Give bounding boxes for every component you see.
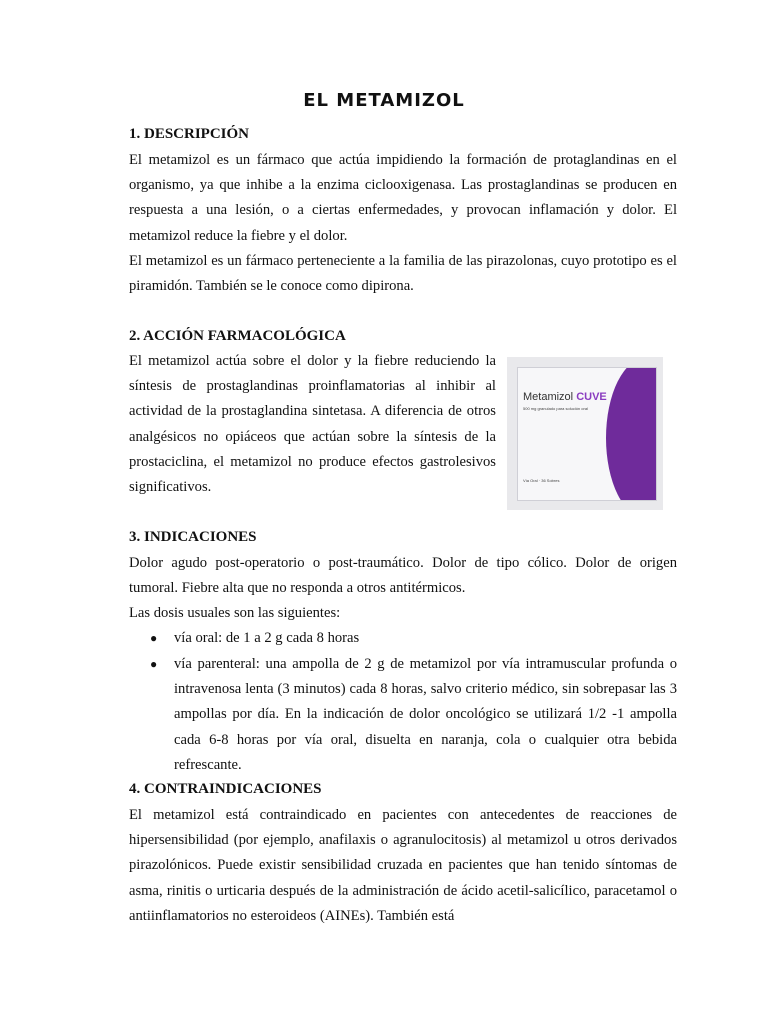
- list-item-text: vía parenteral: una ampolla de 2 g de metamizol por vía intramuscular profunda o intravenosa lenta (3 minutos) cada 8 horas, salvo criterio médico, sin sobrepasar las 3 ampollas por día. En la indicación de dolor oncológico se utilizará 1/2 -1 ampolla cada 6-8 horas por vía oral, disuelta en naranja, cola o cualquier otra bebida refrescante.: [174, 656, 677, 773]
- paragraph: El metamizol actúa sobre el dolor y la fiebre reduciendo la síntesis de prostaglandinas proinflamatorias al inhibir al actividad de la prostaglandina sintetasa. A diferencia de otros analgésicos no opiáceos que actúan sobre la síntesis de la prostaciclina, el metamizol no produce efectos gastrolesivos significativos.: [129, 353, 496, 496]
- section-heading-indicaciones: 3. INDICACIONES: [129, 529, 257, 545]
- bullet-icon: ●: [150, 657, 158, 671]
- paragraph: El metamizol es un fármaco que actúa impidiendo la formación de protaglandinas en el organismo, ya que inhibe a la enzima ciclooxigenasa. Las prostaglandinas se producen en respuesta a una lesión, o a ciertas enfermedades, y provocan inflamación y dolor. El metamizol reduce la fiebre y el dolor.: [129, 152, 677, 244]
- product-subtitle: 500 mg granulado para solución oral: [523, 406, 588, 411]
- section-heading-descripcion: 1. DESCRIPCIÓN: [129, 126, 250, 142]
- bullet-icon: ●: [150, 631, 158, 645]
- list-item: [150, 626, 677, 651]
- product-box-image: [507, 357, 663, 510]
- paragraph: El metamizol es un fármaco perteneciente a la familia de las pirazolonas, cuyo prototipo es el piramidón. También se le conoce como dipirona.: [129, 253, 677, 295]
- paragraph: El metamizol está contraindicado en pacientes con antecedentes de reacciones de hipersensibilidad (por ejemplo, anafilaxis o agranulocitosis) al metamizol u otros derivados pirazolónicos. Puede existir sensibilidad cruzada en pacientes que han tenido síntomas de asma, rinitis o urticaria después de la administración de ácido acetil-salicílico, paracetamol o antiinflamatorios no esteroideos (AINEs). También está: [129, 807, 677, 924]
- list-item: [150, 652, 677, 778]
- product-name: Metamizol CUVE: [523, 391, 607, 403]
- product-bottom-text: Vía Oral · 36 Sobres: [523, 478, 560, 483]
- paragraph: Dolor agudo post-operatorio o post-traumático. Dolor de tipo cólico. Dolor de origen tumoral. Fiebre alta que no responda a otros antitérmicos.: [129, 555, 677, 597]
- list-item-text: vía oral: de 1 a 2 g cada 8 horas: [174, 630, 360, 646]
- section-heading-accion-farmacologica: 2. ACCIÓN FARMACOLÓGICA: [129, 328, 346, 344]
- product-box-front: [517, 367, 657, 501]
- product-band: [606, 367, 657, 501]
- paragraph: Las dosis usuales son las siguientes:: [129, 605, 341, 621]
- section-heading-contraindicaciones: 4. CONTRAINDICACIONES: [129, 781, 322, 797]
- document-title: EL METAMIZOL: [303, 90, 465, 111]
